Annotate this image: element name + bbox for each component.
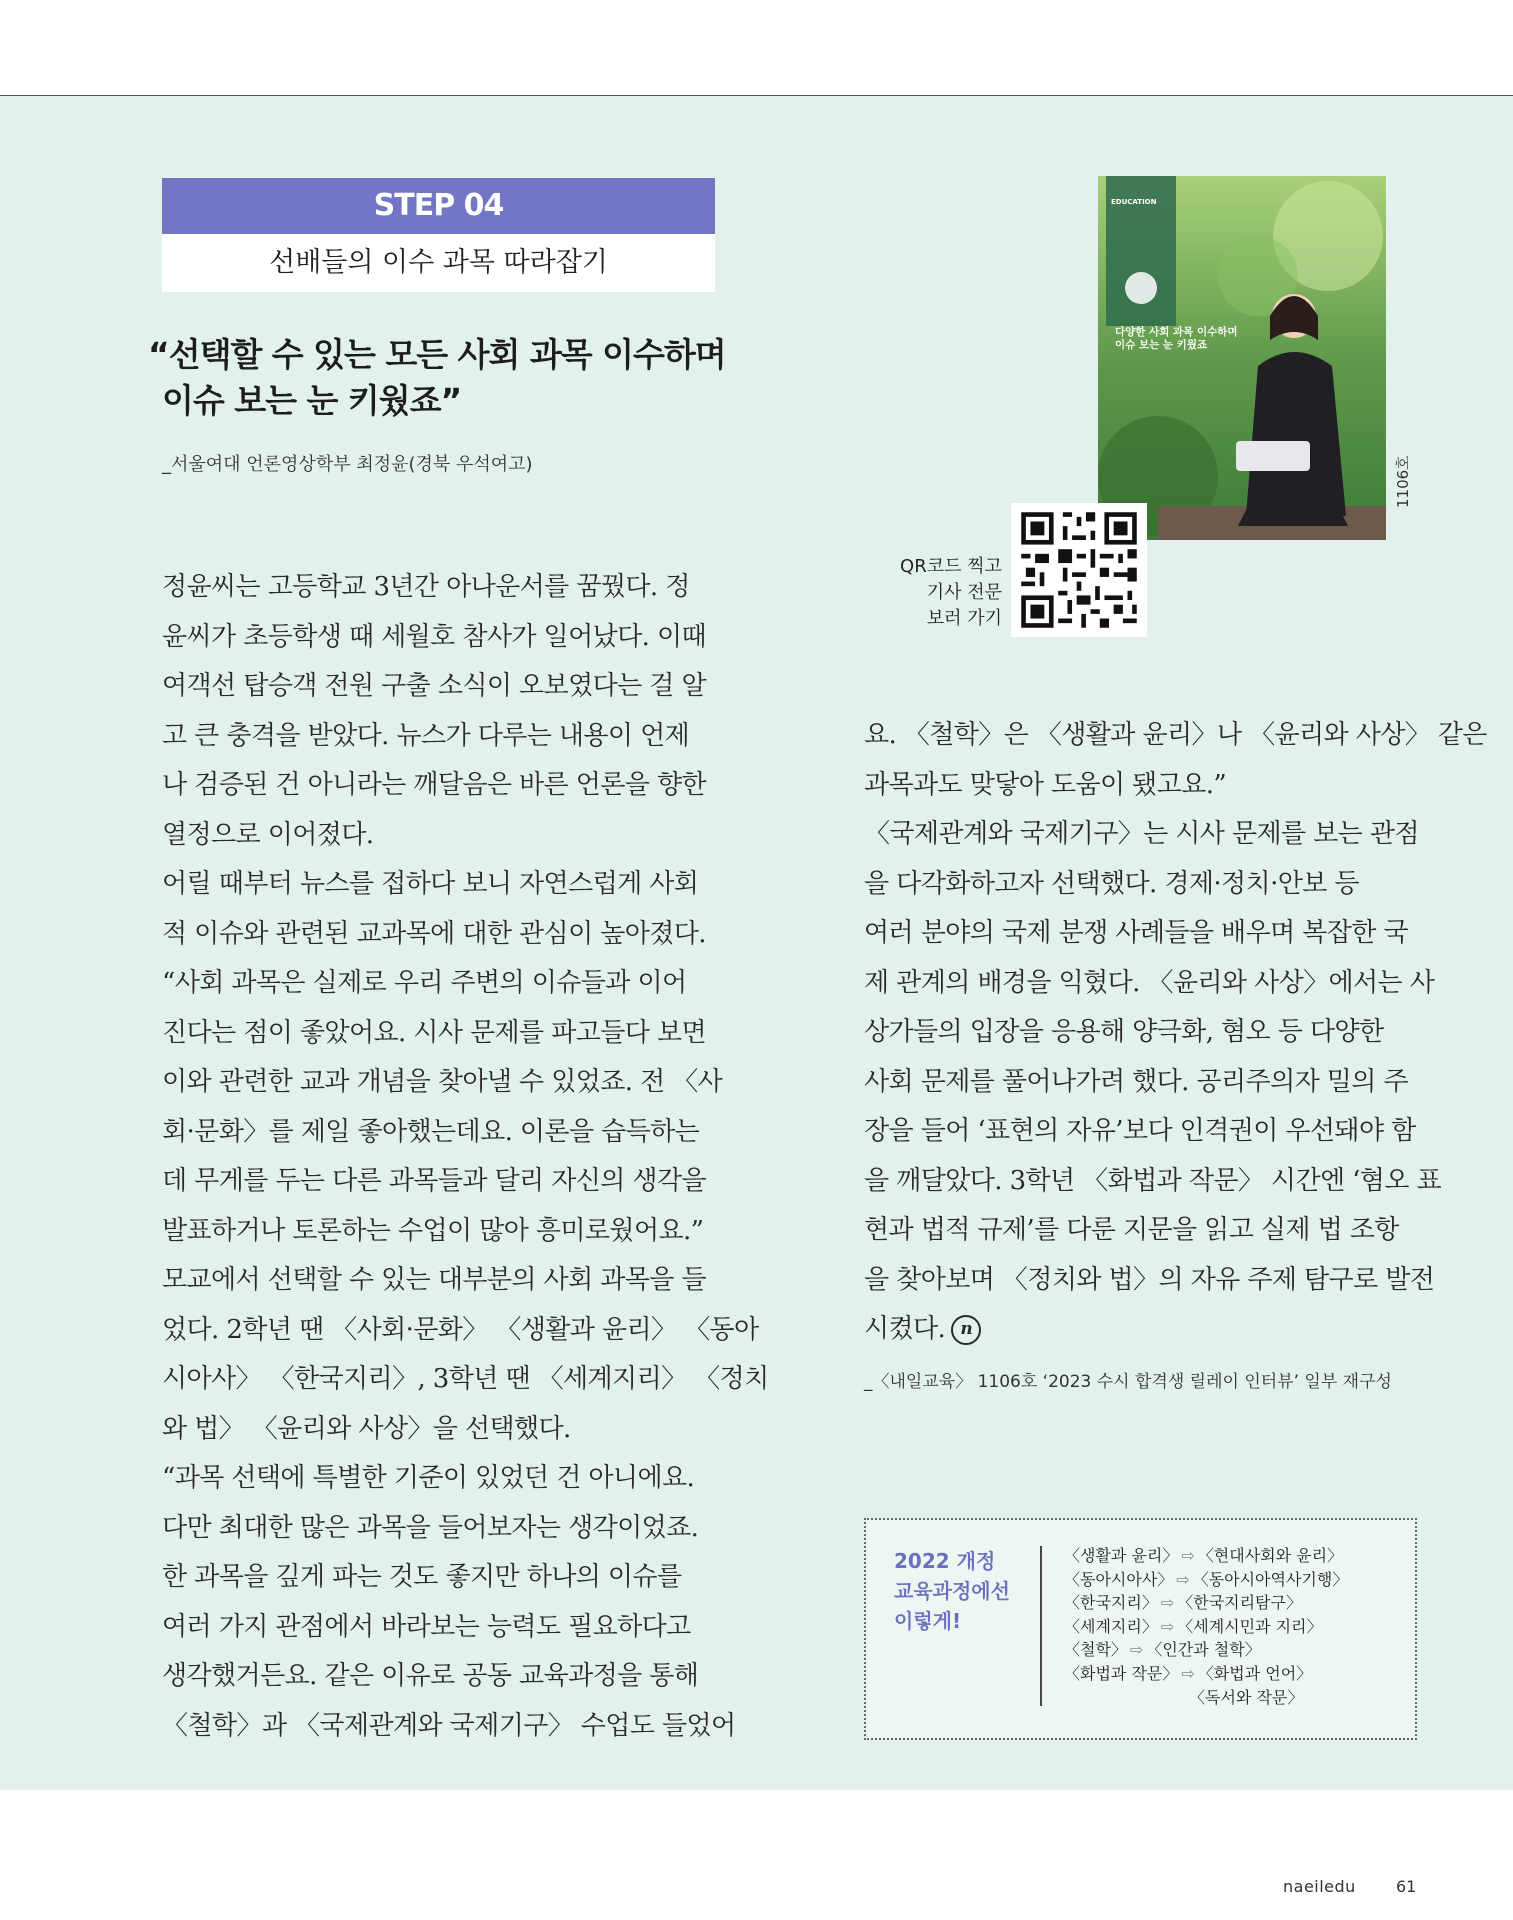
magazine-cover-illustration bbox=[1098, 176, 1386, 540]
text-line: 생각했거든요. 같은 이유로 공동 교육과정을 통해 bbox=[162, 1661, 699, 1691]
qr-code-icon[interactable] bbox=[1011, 503, 1147, 637]
text-line: “과목 선택에 특별한 기준이 있었던 건 아니에요. bbox=[162, 1463, 695, 1493]
step-label: STEP 04 bbox=[162, 178, 715, 234]
curriculum-item-extra bbox=[1064, 1686, 1348, 1710]
text-line: 윤씨가 초등학생 때 세월호 참사가 일어났다. 이때 bbox=[162, 621, 706, 652]
text-line: “사회 과목은 실제로 우리 주변의 이슈들과 이어 bbox=[162, 968, 687, 998]
text-line: 와 법〉 〈윤리와 사상〉을 선택했다. bbox=[162, 1413, 571, 1444]
text-line: 었다. 2학년 땐 〈사회·문화〉 〈생활과 윤리〉 〈동아 bbox=[162, 1314, 759, 1345]
curriculum-title-line: 이렇게! bbox=[894, 1609, 962, 1633]
arrow-right-icon: ⇨ bbox=[1181, 1546, 1195, 1565]
text-line: 여객선 탑승객 전원 구출 소식이 오보였다는 걸 알 bbox=[162, 671, 706, 701]
text-line: 〈국제관계와 국제기구〉는 시사 문제를 보는 관점 bbox=[864, 819, 1419, 849]
text-line: 어릴 때부터 뉴스를 접하다 보니 자연스럽게 사회 bbox=[162, 869, 699, 899]
qr-caption bbox=[860, 554, 1002, 632]
text-line: 적 이슈와 관련된 교과목에 대한 관심이 높아졌다. bbox=[162, 918, 706, 949]
text-line: 〈철학〉과 〈국제관계와 국제기구〉 수업도 들었어 bbox=[162, 1710, 736, 1741]
curriculum-title-line: 2022 개정 bbox=[894, 1549, 996, 1573]
qr-caption-line: QR코드 찍고 bbox=[900, 556, 1002, 577]
arrow-right-icon: ⇨ bbox=[1176, 1569, 1190, 1589]
page-number: 61 bbox=[1396, 1877, 1417, 1896]
new-subject: 〈독서와 작문〉 bbox=[1189, 1687, 1304, 1707]
curriculum-list bbox=[1064, 1544, 1348, 1709]
curriculum-item bbox=[1064, 1591, 1348, 1615]
text-line bbox=[864, 1305, 1424, 1355]
headline bbox=[148, 332, 788, 424]
article-left-column bbox=[162, 563, 769, 1751]
text-line: 요. 〈철학〉은 〈생활과 윤리〉나 〈윤리와 사상〉 같은 bbox=[864, 720, 1487, 750]
qr-caption-line: 보러 가기 bbox=[926, 608, 1002, 629]
magazine-title-line-2: 이슈 보는 눈 키웠죠 bbox=[1115, 339, 1208, 351]
step-box bbox=[162, 178, 715, 292]
source-credit: _〈내일교육〉 1106호 ‘2023 수시 합격생 릴레이 인터뷰’ 일부 재구성 bbox=[864, 1372, 1392, 1392]
curriculum-item bbox=[1064, 1544, 1348, 1568]
magazine-label: EDUCATION bbox=[1111, 198, 1157, 206]
text-line: 열정으로 이어졌다. bbox=[162, 819, 374, 850]
text-line: 사회 문제를 풀어나가려 했다. 공리주의자 밀의 주 bbox=[864, 1066, 1408, 1097]
qr-caption-line: 기사 전문 bbox=[926, 582, 1002, 603]
curriculum-divider bbox=[1040, 1546, 1042, 1706]
new-subject: 〈인간과 철학〉 bbox=[1146, 1640, 1261, 1660]
old-subject: 〈화법과 작문〉 bbox=[1064, 1663, 1179, 1683]
text-line: 발표하거나 토론하는 수업이 많아 흥미로웠어요.” bbox=[162, 1215, 704, 1246]
headline-line-2: 이슈 보는 눈 키웠죠” bbox=[162, 381, 462, 420]
text-line: 정윤씨는 고등학교 3년간 아나운서를 꿈꿨다. 정 bbox=[162, 572, 690, 602]
headline-line-1: “선택할 수 있는 모든 사회 과목 이수하며 bbox=[148, 335, 726, 374]
new-subject: 〈세계시민과 지리〉 bbox=[1177, 1616, 1323, 1636]
arrow-right-icon: ⇨ bbox=[1160, 1593, 1175, 1613]
text-line: 회·문화〉를 제일 좋아했는데요. 이론을 습득하는 bbox=[162, 1116, 700, 1147]
text-line: 여러 가지 관점에서 바라보는 능력도 필요하다고 bbox=[162, 1611, 691, 1642]
text-line: 장을 들어 ‘표현의 자유’보다 인격권이 우선돼야 함 bbox=[864, 1116, 1416, 1146]
arrow-right-icon: ⇨ bbox=[1181, 1663, 1195, 1683]
qr-code-graphic bbox=[1011, 503, 1147, 637]
article-right-column bbox=[864, 711, 1487, 1355]
text-line: 다만 최대한 많은 과목을 들어보자는 생각이었죠. bbox=[162, 1512, 699, 1543]
text-line: 나 검증된 건 아니라는 깨달음은 바른 언론을 향한 bbox=[162, 770, 706, 800]
magazine-cover-image bbox=[1098, 176, 1386, 540]
old-subject: 〈동아시아사〉 bbox=[1064, 1569, 1174, 1589]
text-line: 한 과목을 깊게 파는 것도 좋지만 하나의 이슈를 bbox=[162, 1562, 682, 1592]
magazine-cover-title bbox=[1115, 326, 1238, 352]
curriculum-title-line: 교육과정에선 bbox=[894, 1579, 1010, 1603]
magazine-title-line-1: 다양한 사회 과목 이수하며 bbox=[1115, 326, 1238, 338]
curriculum-item bbox=[1064, 1615, 1348, 1639]
old-subject: 〈철학〉 bbox=[1064, 1640, 1127, 1660]
end-mark-icon: n bbox=[951, 1315, 981, 1345]
arrow-right-icon: ⇨ bbox=[1160, 1616, 1175, 1636]
text-line: 진다는 점이 좋았어요. 시사 문제를 파고들다 보면 bbox=[162, 1017, 706, 1048]
text-line: 을 다각화하고자 선택했다. 경제·정치·안보 등 bbox=[864, 868, 1359, 899]
text-line: 시아사〉 〈한국지리〉, 3학년 땐 〈세계지리〉 〈정치 bbox=[162, 1364, 769, 1394]
curriculum-item bbox=[1064, 1568, 1348, 1592]
text-line: 데 무게를 두는 다른 과목들과 달리 자신의 생각을 bbox=[162, 1166, 706, 1196]
text-line: 현과 법적 규제’를 다룬 지문을 읽고 실제 법 조항 bbox=[864, 1215, 1399, 1245]
text-line: 고 큰 충격을 받았다. 뉴스가 다루는 내용이 언제 bbox=[162, 720, 690, 751]
text-line: 과목과도 맞닿아 도움이 됐고요.” bbox=[864, 769, 1227, 800]
text-line-end: 시켰다. bbox=[864, 1314, 946, 1344]
step-subtitle: 선배들의 이수 과목 따라잡기 bbox=[162, 234, 715, 292]
text-line: 이와 관련한 교과 개념을 찾아낼 수 있었죠. 전 〈사 bbox=[162, 1067, 723, 1097]
byline: _서울여대 언론영상학부 최정윤(경북 우석여고) bbox=[162, 454, 533, 475]
curriculum-box bbox=[864, 1518, 1417, 1740]
text-line: 여러 분야의 국제 분쟁 사례들을 배우며 복잡한 국 bbox=[864, 918, 1408, 948]
text-line: 을 찾아보며 〈정치와 법〉의 자유 주제 탐구로 발전 bbox=[864, 1264, 1435, 1295]
new-subject: 〈현대사회와 윤리〉 bbox=[1197, 1546, 1344, 1565]
curriculum-item bbox=[1064, 1662, 1348, 1686]
text-line: 상가들의 입장을 응용해 양극화, 혐오 등 다양한 bbox=[864, 1017, 1384, 1047]
arrow-right-icon: ⇨ bbox=[1129, 1640, 1144, 1660]
old-subject: 〈한국지리〉 bbox=[1064, 1593, 1158, 1613]
issue-number: 1106호 bbox=[1394, 455, 1412, 508]
new-subject: 〈화법과 언어〉 bbox=[1197, 1663, 1313, 1683]
old-subject: 〈세계지리〉 bbox=[1064, 1616, 1158, 1636]
old-subject: 〈생활과 윤리〉 bbox=[1064, 1546, 1179, 1565]
text-line: 을 깨달았다. 3학년 〈화법과 작문〉 시간엔 ‘혐오 표 bbox=[864, 1165, 1442, 1196]
curriculum-title bbox=[894, 1546, 1024, 1636]
curriculum-item bbox=[1064, 1638, 1348, 1662]
new-subject: 〈한국지리탐구〉 bbox=[1177, 1593, 1302, 1613]
new-subject: 〈동아시아역사기행〉 bbox=[1192, 1569, 1349, 1589]
text-line: 제 관계의 배경을 익혔다. 〈윤리와 사상〉에서는 사 bbox=[864, 967, 1435, 998]
text-line: 모교에서 선택할 수 있는 대부분의 사회 과목을 들 bbox=[162, 1265, 706, 1295]
footer-brand: naeiledu bbox=[1283, 1877, 1356, 1896]
